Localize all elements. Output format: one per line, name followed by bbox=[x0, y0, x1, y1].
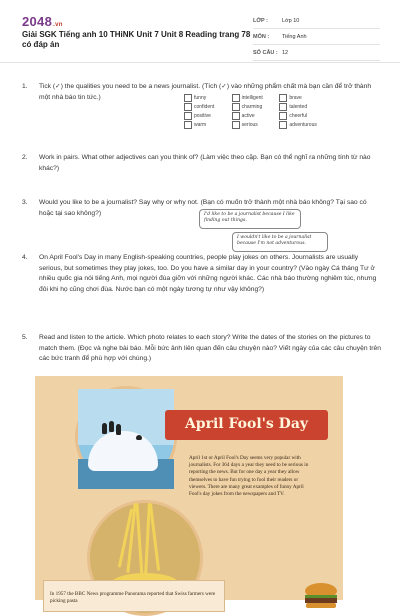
question-5: 5. Read and listen to the article. Which photo relates to each story? Write the dates of the stories on the pictures to match them. (Đọc và nghe bài báo. Mỗi bức ảnh liên quan đến câu chuyện nào? Viết ngày của các câu chuyện trên các bức tranh để phù hợp với chúng.) bbox=[22, 333, 382, 373]
question-2-text: Work in pairs. What other adjectives can you think of? (Làm việc theo cặp. Bạn có thể nghĩ ra những tính từ nào khác?) bbox=[39, 154, 371, 172]
site-logo[interactable]: 2048.vn bbox=[22, 14, 63, 29]
question-2: 2. Work in pairs. What other adjectives can you think of? (Làm việc theo cặp. Bạn có thể nghĩ ra những tính từ nào khác?) bbox=[22, 153, 382, 175]
page-header bbox=[0, 0, 400, 63]
quality-item[interactable]: confident bbox=[184, 103, 229, 111]
penguin-icon bbox=[109, 421, 114, 432]
meta-row-grade: LỚP : Lớp 10 bbox=[253, 13, 380, 29]
checkbox[interactable] bbox=[184, 103, 192, 111]
article-intro: April 1st or April Fool's Day seems very popular with journalists. For 364 days a year they need to be serious in reporting the news. But for one day a year they allow themselves to have fun trying to fool their readers or viewers. There are many great examples of funny April Fool's day jokes from the newspapers and TV. bbox=[189, 455, 309, 498]
strand-shape bbox=[135, 503, 143, 578]
quality-item[interactable]: adventurous bbox=[279, 121, 324, 129]
question-4-text: On April Fool's Day in many English-speaking countries, people play jokes on others. Journalists are usually serious, but sometimes they play jokes, too. Do you have a similar day in your country? (Vào ngày Cá tháng Tư ở nhiều quốc gia nói tiếng Anh, mọi người đùa giỡn với những người khác. Các nhà báo thường nghiêm túc, nhưng đôi khi họ cũng chơi đùa. Nước bạn có một ngày tương tự như vậy không?) bbox=[39, 254, 377, 293]
question-1-text: Tick (✓) the qualities you need to be a news journalist. (Tích (✓) vào những phẩm chất mà bạn cần để trở thành một nhà báo tin tức.) bbox=[39, 83, 372, 101]
burger-icon bbox=[301, 582, 341, 612]
story-box bbox=[43, 580, 225, 612]
checkbox[interactable] bbox=[184, 121, 192, 129]
speech-bubble-yes: I'd like to be a journalist because I like finding out things. bbox=[199, 209, 301, 229]
penguins-photo bbox=[75, 386, 177, 488]
checkbox[interactable] bbox=[184, 112, 192, 120]
strand-shape bbox=[149, 503, 160, 571]
penguin-icon bbox=[102, 423, 107, 434]
flying-penguin-icon bbox=[136, 435, 142, 440]
checkbox[interactable] bbox=[279, 94, 287, 102]
article-title-banner bbox=[165, 410, 328, 440]
penguin-icon bbox=[116, 424, 121, 435]
checkbox[interactable] bbox=[279, 103, 287, 111]
checkbox[interactable] bbox=[279, 121, 287, 129]
quality-item[interactable]: serious bbox=[232, 121, 277, 129]
question-4: 4. On April Fool's Day in many English-speaking countries, people play jokes on others. Journalists are usually serious, but sometimes they play jokes, too. Do you have a similar day in your country? (Vào ngày Cá tháng Tư ở nhiều quốc gia nói tiếng Anh, mọi người đùa giỡn với những người khác. Các nhà báo thường nghiêm túc, nhưng đôi khi họ cũng chơi đùa. Nước bạn có một ngày tương tự như vậy không?) bbox=[22, 253, 382, 313]
question-3: 3. Would you like to be a journalist? Say why or why not. (Bạn có muốn trở thành một nhà báo không? Tại sao có hoặc tại sao không?) bbox=[22, 198, 382, 238]
checkbox[interactable] bbox=[184, 94, 192, 102]
quality-item[interactable]: cheerful bbox=[279, 112, 324, 120]
qualities-checklist bbox=[184, 94, 324, 129]
speech-bubbles bbox=[196, 209, 326, 257]
checkbox[interactable] bbox=[279, 112, 287, 120]
checkbox[interactable] bbox=[232, 121, 240, 129]
checkbox[interactable] bbox=[232, 103, 240, 111]
quality-item[interactable]: brave bbox=[279, 94, 324, 102]
question-5-text: Read and listen to the article. Which photo relates to each story? Write the dates of the stories on the pictures to match them. (Đọc và nghe bài báo. Mỗi bức ảnh liên quan đến câu chuyện nào? Viết ngày của các câu chuyện trên các bức tranh để phù hợp với chúng.) bbox=[39, 334, 381, 362]
page-title: Giải SGK Tiếng anh 10 THiNK Unit 7 Unit 8 Reading trang 78 có đáp án bbox=[22, 30, 251, 49]
article-title: April Fool's Day bbox=[184, 416, 309, 432]
meta-row-questions: SỐ CÂU : 12 bbox=[253, 45, 380, 61]
question-1: 1. Tick (✓) the qualities you need to be a news journalist. (Tích (✓) vào những phẩm chất mà bạn cần để trở thành một nhà báo tin tức.) bbox=[22, 82, 382, 106]
quality-item[interactable]: active bbox=[232, 112, 277, 120]
quality-item[interactable]: charming bbox=[232, 103, 277, 111]
question-3-text: Would you like to be a journalist? Say why or why not. (Bạn có muốn trở thành một nhà báo không? Tại sao có hoặc tại sao không?) bbox=[39, 199, 367, 217]
speech-bubble-no: I wouldn't like to be a journalist because I'm not adventurous. bbox=[232, 232, 328, 252]
meta-row-subject: MÔN : Tiếng Anh bbox=[253, 29, 380, 45]
meta-table bbox=[253, 13, 380, 61]
quality-item[interactable]: warm bbox=[184, 121, 229, 129]
textbook-page-image bbox=[35, 376, 343, 604]
quality-item[interactable]: talented bbox=[279, 103, 324, 111]
checkbox[interactable] bbox=[232, 94, 240, 102]
quality-item[interactable]: funny bbox=[184, 94, 229, 102]
quality-item[interactable]: positive bbox=[184, 112, 229, 120]
checkbox[interactable] bbox=[232, 112, 240, 120]
story-text: In 1957 the BBC News programme Panorama reported that Swiss farmers were picking pasta bbox=[50, 591, 216, 604]
quality-item[interactable]: intelligent bbox=[232, 94, 277, 102]
